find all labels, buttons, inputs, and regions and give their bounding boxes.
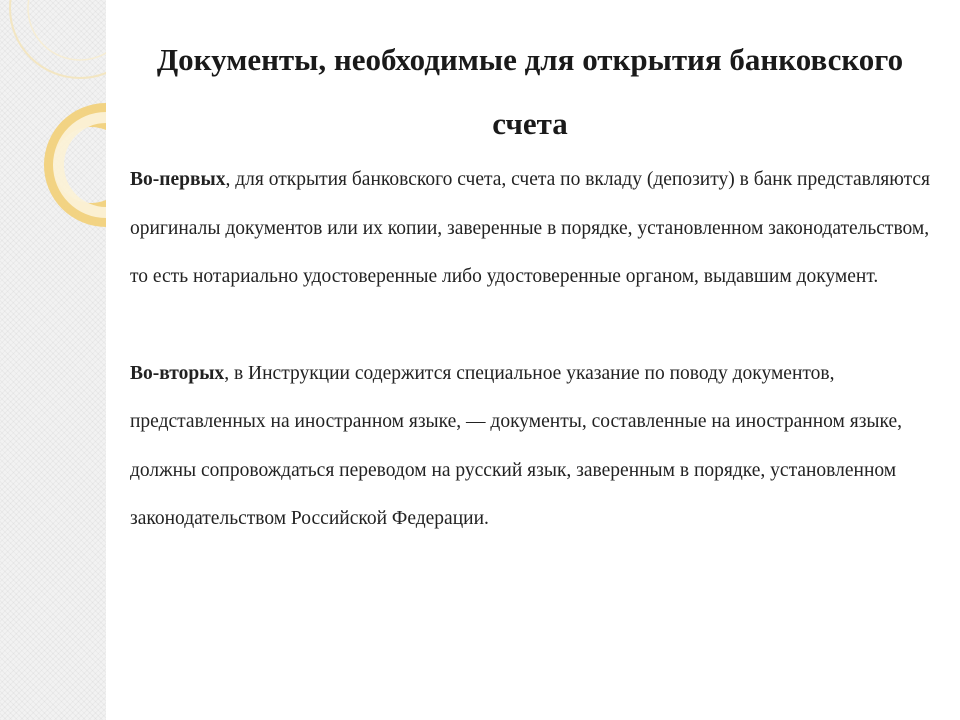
paragraph-second-lead: Во-вторых (130, 362, 225, 384)
outline-ring-inner (28, 0, 106, 60)
paragraph-second-text: , в Инструкции содержится специальное указание по поводу документов, представленных на иностранном языке, — документы, составленные на иностранном языке, должны сопровождаться переводом на русский язык, заверенным в порядке, установленном законодательством Российской Федерации. (130, 362, 903, 529)
decorative-rings (0, 0, 106, 720)
paragraph-second (130, 350, 930, 544)
paragraph-first (130, 156, 930, 302)
paragraph-first-text: , для открытия банковского счета, счета по вкладу (депозиту) в банк представляются оригиналы документов или их копии, заверенные в порядке, установленном законодательством, то есть нотариально удостоверенные либо удостоверенные органом, выдавшим документ. (130, 169, 930, 287)
outline-ring-top (10, 0, 106, 78)
slide-title: Документы, необходимые для открытия банковского счета (156, 42, 904, 141)
slide-content (130, 28, 930, 544)
decorative-side-panel (0, 0, 106, 720)
paragraph-first-lead: Во-первых (130, 169, 226, 190)
